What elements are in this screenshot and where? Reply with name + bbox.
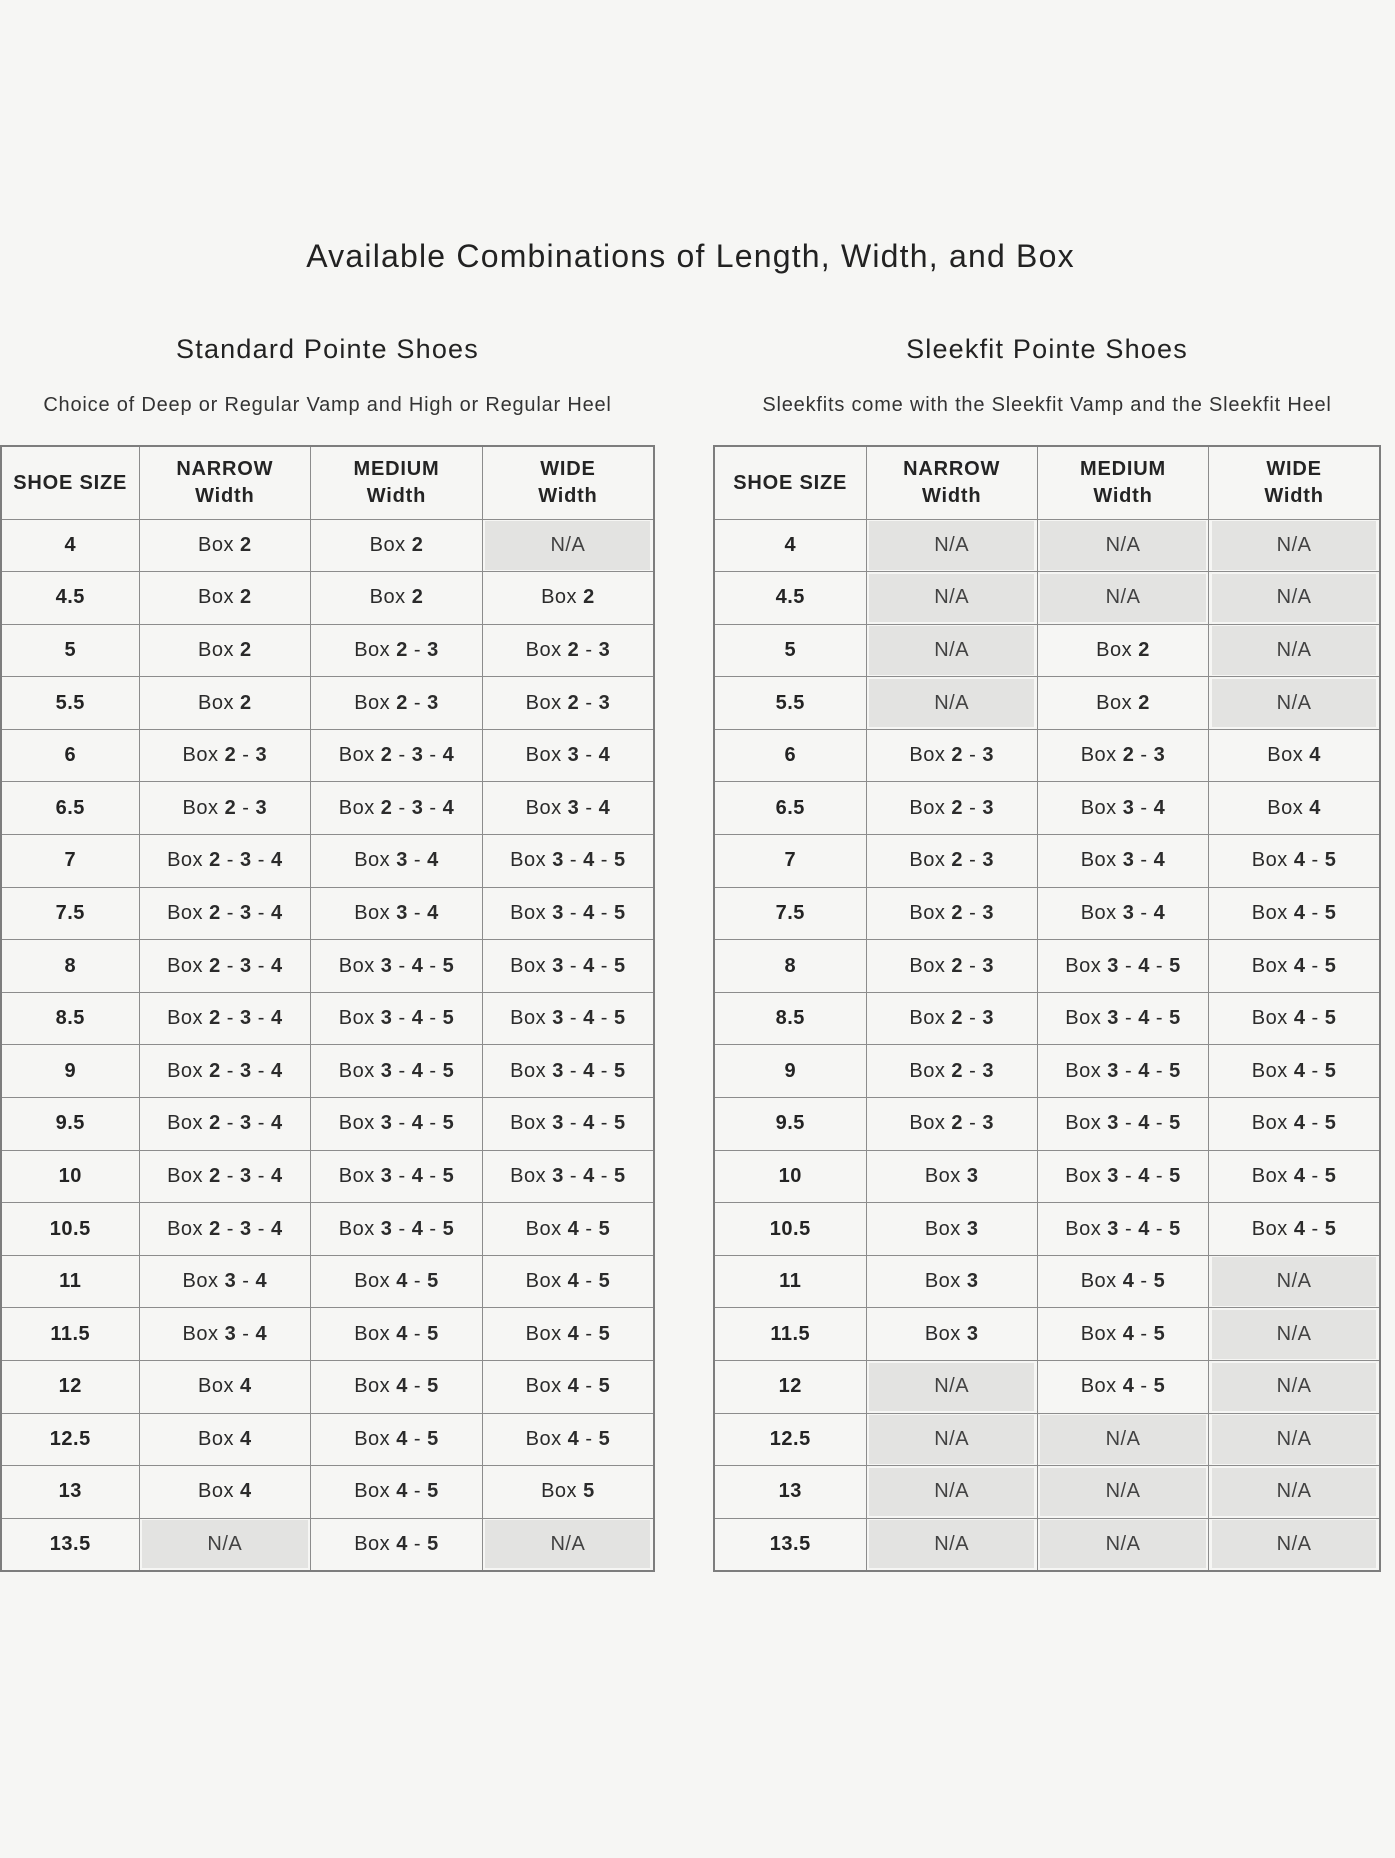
box-combination-cell: Box 2 - 3 <box>139 729 311 782</box>
shoe-size-cell: 4 <box>1 519 139 572</box>
box-combination-cell: Box 2 - 3 - 4 <box>139 1045 311 1098</box>
box-combination-cell: Box 4 <box>139 1413 311 1466</box>
na-cell: N/A <box>1209 1361 1380 1414</box>
size-row <box>1 677 654 730</box>
shoe-size-cell: 8 <box>714 940 866 993</box>
sleekfit-section-subtitle: Sleekfits come with the Sleekfit Vamp and the Sleekfit Heel <box>762 394 1332 416</box>
box-combination-cell: Box 4 - 5 <box>482 1361 654 1414</box>
na-cell: N/A <box>1209 1466 1380 1519</box>
box-combination-cell: Box 3 - 4 - 5 <box>311 1098 483 1151</box>
na-cell: N/A <box>1209 624 1380 677</box>
size-row <box>1 835 654 888</box>
shoe-size-cell: 11 <box>714 1255 866 1308</box>
header-line-2: Width <box>1093 484 1153 507</box>
box-combination-cell: Box 3 - 4 <box>139 1308 311 1361</box>
sleekfit-combinations-table <box>713 445 1381 1572</box>
box-combination-cell: Box 2 - 3 - 4 <box>139 1150 311 1203</box>
box-combination-cell: Box 2 - 3 - 4 <box>311 782 483 835</box>
na-cell: N/A <box>482 1518 654 1571</box>
size-row <box>714 1203 1380 1256</box>
box-combination-cell: Box 3 - 4 <box>311 887 483 940</box>
box-combination-cell: Box 3 - 4 <box>1037 887 1208 940</box>
box-combination-cell: Box 4 - 5 <box>311 1361 483 1414</box>
box-combination-cell: Box 2 <box>482 572 654 625</box>
box-combination-cell: Box 4 - 5 <box>482 1203 654 1256</box>
size-row <box>1 1203 654 1256</box>
box-combination-cell: Box 2 - 3 <box>866 1098 1037 1151</box>
na-cell: N/A <box>866 624 1037 677</box>
size-row <box>714 782 1380 835</box>
size-row <box>714 992 1380 1045</box>
size-row <box>714 572 1380 625</box>
standard-section-subtitle: Choice of Deep or Regular Vamp and High or Regular Heel <box>43 394 612 416</box>
header-line-2: Width <box>1264 484 1324 507</box>
shoe-size-cell: 8 <box>1 940 139 993</box>
box-combination-cell: Box 3 - 4 - 5 <box>482 992 654 1045</box>
na-cell: N/A <box>866 519 1037 572</box>
box-combination-cell: Box 2 <box>311 572 483 625</box>
shoe-size-cell: 12.5 <box>714 1413 866 1466</box>
na-cell: N/A <box>1209 1413 1380 1466</box>
medium-width-column-header <box>1037 446 1208 519</box>
box-combination-cell: Box 4 - 5 <box>1037 1255 1208 1308</box>
shoe-size-cell: 6.5 <box>1 782 139 835</box>
box-combination-cell: Box 4 - 5 <box>1209 1098 1380 1151</box>
na-cell: N/A <box>1037 572 1208 625</box>
box-combination-cell: Box 4 - 5 <box>482 1255 654 1308</box>
na-cell: N/A <box>1037 519 1208 572</box>
size-row <box>714 1255 1380 1308</box>
box-combination-cell: Box 4 - 5 <box>1209 1203 1380 1256</box>
box-combination-cell: Box 4 - 5 <box>311 1413 483 1466</box>
header-line-1: WIDE <box>1266 458 1322 481</box>
shoe-size-cell: 7 <box>714 835 866 888</box>
box-combination-cell: Box 3 - 4 <box>1037 782 1208 835</box>
size-row <box>714 1413 1380 1466</box>
shoe-size-cell: 5.5 <box>714 677 866 730</box>
box-combination-cell: Box 3 - 4 - 5 <box>311 1045 483 1098</box>
na-cell: N/A <box>1037 1466 1208 1519</box>
shoe-size-cell: 11 <box>1 1255 139 1308</box>
box-combination-cell: Box 2 <box>311 519 483 572</box>
box-combination-cell: Box 2 - 3 <box>311 677 483 730</box>
shoe-size-cell: 8.5 <box>714 992 866 1045</box>
box-combination-cell: Box 5 <box>482 1466 654 1519</box>
shoe-size-cell: 4.5 <box>714 572 866 625</box>
size-row <box>1 1361 654 1414</box>
box-combination-cell: Box 2 - 3 - 4 <box>139 992 311 1045</box>
size-row <box>1 1045 654 1098</box>
header-line-1: MEDIUM <box>1080 458 1166 481</box>
box-combination-cell: Box 2 <box>139 677 311 730</box>
size-row <box>714 1150 1380 1203</box>
box-combination-cell: Box 3 <box>866 1255 1037 1308</box>
size-row <box>714 519 1380 572</box>
size-row <box>1 1098 654 1151</box>
shoe-size-cell: 8.5 <box>1 992 139 1045</box>
box-combination-cell: Box 2 - 3 <box>866 782 1037 835</box>
box-combination-cell: Box 3 - 4 <box>311 835 483 888</box>
header-line-2: Width <box>921 484 982 507</box>
shoe-size-cell: 13 <box>714 1466 866 1519</box>
na-cell: N/A <box>1209 677 1380 730</box>
box-combination-cell: Box 2 - 3 <box>866 940 1037 993</box>
sleekfit-section-title: Sleekfit Pointe Shoes <box>906 334 1188 364</box>
size-row <box>714 624 1380 677</box>
shoe-size-cell: 13 <box>1 1466 139 1519</box>
box-combination-cell: Box 3 - 4 - 5 <box>1037 940 1208 993</box>
box-combination-cell: Box 3 - 4 - 5 <box>482 940 654 993</box>
wide-width-column-header <box>1209 446 1380 519</box>
box-combination-cell: Box 4 - 5 <box>1037 1361 1208 1414</box>
size-row <box>1 887 654 940</box>
shoe-size-cell: 13.5 <box>1 1518 139 1571</box>
standard-combinations-table <box>0 445 655 1572</box>
size-row <box>714 729 1380 782</box>
size-row <box>714 1045 1380 1098</box>
header-row <box>1 446 654 519</box>
size-row <box>1 1308 654 1361</box>
size-row <box>1 1518 654 1571</box>
standard-section-title: Standard Pointe Shoes <box>176 334 479 364</box>
size-row <box>1 1255 654 1308</box>
narrow-width-column-header <box>139 446 311 519</box>
box-combination-cell: Box 2 - 3 <box>482 677 654 730</box>
box-combination-cell: Box 3 - 4 <box>139 1255 311 1308</box>
header-line-2: Width <box>366 484 427 507</box>
shoe-size-column-header: SHOE SIZE <box>1 446 139 519</box>
size-row <box>714 940 1380 993</box>
box-combination-cell: Box 3 - 4 - 5 <box>482 1150 654 1203</box>
header-line-2: Width <box>538 484 598 507</box>
size-row <box>714 887 1380 940</box>
shoe-size-cell: 9.5 <box>1 1098 139 1151</box>
box-combination-cell: Box 2 - 3 <box>866 835 1037 888</box>
box-combination-cell: Box 4 <box>139 1466 311 1519</box>
size-row <box>714 1308 1380 1361</box>
box-combination-cell: Box 3 - 4 - 5 <box>1037 1045 1208 1098</box>
na-cell: N/A <box>139 1518 311 1571</box>
shoe-size-cell: 4.5 <box>1 572 139 625</box>
box-combination-cell: Box 2 - 3 - 4 <box>139 1203 311 1256</box>
shoe-size-cell: 11.5 <box>1 1308 139 1361</box>
size-row <box>1 782 654 835</box>
box-combination-cell: Box 4 - 5 <box>1209 887 1380 940</box>
size-row <box>714 677 1380 730</box>
box-combination-cell: Box 3 - 4 - 5 <box>482 1098 654 1151</box>
shoe-size-cell: 12.5 <box>1 1413 139 1466</box>
shoe-size-cell: 7.5 <box>1 887 139 940</box>
box-combination-cell: Box 3 - 4 - 5 <box>1037 1203 1208 1256</box>
box-combination-cell: Box 4 - 5 <box>482 1308 654 1361</box>
box-combination-cell: Box 2 <box>139 624 311 677</box>
box-combination-cell: Box 4 - 5 <box>1037 1308 1208 1361</box>
na-cell: N/A <box>866 1413 1037 1466</box>
shoe-size-cell: 5 <box>714 624 866 677</box>
box-combination-cell: Box 4 - 5 <box>1209 1150 1380 1203</box>
shoe-size-cell: 4 <box>714 519 866 572</box>
shoe-size-cell: 9 <box>1 1045 139 1098</box>
wide-width-column-header <box>482 446 654 519</box>
header-line-1: NARROW <box>176 458 274 481</box>
shoe-size-cell: 7.5 <box>714 887 866 940</box>
na-cell: N/A <box>482 519 654 572</box>
shoe-size-cell: 9 <box>714 1045 866 1098</box>
size-row <box>714 1098 1380 1151</box>
box-combination-cell: Box 3 - 4 - 5 <box>311 940 483 993</box>
box-combination-cell: Box 2 - 3 <box>866 887 1037 940</box>
header-line-2: Width <box>195 484 255 507</box>
na-cell: N/A <box>866 1466 1037 1519</box>
narrow-width-column-header <box>866 446 1037 519</box>
na-cell: N/A <box>1209 1518 1380 1571</box>
size-row <box>1 729 654 782</box>
box-combination-cell: Box 2 <box>1037 624 1208 677</box>
box-combination-cell: Box 2 - 3 - 4 <box>311 729 483 782</box>
size-row <box>714 1466 1380 1519</box>
size-row <box>1 519 654 572</box>
box-combination-cell: Box 4 <box>1209 782 1380 835</box>
box-combination-cell: Box 4 - 5 <box>311 1518 483 1571</box>
shoe-size-cell: 9.5 <box>714 1098 866 1151</box>
box-combination-cell: Box 3 - 4 - 5 <box>482 1045 654 1098</box>
box-combination-cell: Box 3 - 4 - 5 <box>311 1203 483 1256</box>
na-cell: N/A <box>1209 1308 1380 1361</box>
shoe-size-cell: 13.5 <box>714 1518 866 1571</box>
size-row <box>1 1413 654 1466</box>
box-combination-cell: Box 4 - 5 <box>1209 992 1380 1045</box>
box-combination-cell: Box 2 - 3 <box>866 992 1037 1045</box>
box-combination-cell: Box 3 - 4 - 5 <box>482 887 654 940</box>
size-row <box>1 940 654 993</box>
box-combination-cell: Box 2 - 3 - 4 <box>139 887 311 940</box>
box-combination-cell: Box 3 - 4 - 5 <box>482 835 654 888</box>
box-combination-cell: Box 3 - 4 - 5 <box>1037 1098 1208 1151</box>
box-combination-cell: Box 2 <box>139 572 311 625</box>
na-cell: N/A <box>866 1361 1037 1414</box>
na-cell: N/A <box>1037 1518 1208 1571</box>
box-combination-cell: Box 4 - 5 <box>311 1255 483 1308</box>
box-combination-cell: Box 3 - 4 <box>1037 835 1208 888</box>
box-combination-cell: Box 3 - 4 - 5 <box>1037 992 1208 1045</box>
na-cell: N/A <box>1209 572 1380 625</box>
header-line-1: MEDIUM <box>353 458 440 481</box>
box-combination-cell: Box 2 - 3 <box>1037 729 1208 782</box>
page-title: Available Combinations of Length, Width, and Box <box>306 238 1075 274</box>
header-line-1: WIDE <box>540 458 596 481</box>
box-combination-cell: Box 4 - 5 <box>1209 835 1380 888</box>
shoe-size-column-header: SHOE SIZE <box>714 446 866 519</box>
box-combination-cell: Box 2 - 3 - 4 <box>139 940 311 993</box>
size-row <box>1 992 654 1045</box>
shoe-size-cell: 6 <box>714 729 866 782</box>
size-row <box>714 1518 1380 1571</box>
box-combination-cell: Box 4 - 5 <box>482 1413 654 1466</box>
shoe-size-cell: 5 <box>1 624 139 677</box>
box-combination-cell: Box 2 - 3 - 4 <box>139 1098 311 1151</box>
na-cell: N/A <box>1209 519 1380 572</box>
shoe-size-cell: 11.5 <box>714 1308 866 1361</box>
box-combination-cell: Box 2 - 3 <box>311 624 483 677</box>
box-combination-cell: Box 2 <box>139 519 311 572</box>
size-row <box>1 624 654 677</box>
shoe-size-cell: 6 <box>1 729 139 782</box>
na-cell: N/A <box>1037 1413 1208 1466</box>
box-combination-cell: Box 4 - 5 <box>311 1466 483 1519</box>
box-combination-cell: Box 4 <box>139 1361 311 1414</box>
box-combination-cell: Box 4 - 5 <box>1209 940 1380 993</box>
shoe-size-cell: 10 <box>1 1150 139 1203</box>
box-combination-cell: Box 2 - 3 <box>866 729 1037 782</box>
box-combination-cell: Box 3 - 4 - 5 <box>311 992 483 1045</box>
na-cell: N/A <box>1209 1255 1380 1308</box>
box-combination-cell: Box 3 <box>866 1308 1037 1361</box>
shoe-size-cell: 10.5 <box>714 1203 866 1256</box>
shoe-size-cell: 12 <box>714 1361 866 1414</box>
shoe-size-cell: 5.5 <box>1 677 139 730</box>
shoe-size-cell: 10 <box>714 1150 866 1203</box>
box-combination-cell: Box 4 <box>1209 729 1380 782</box>
na-cell: N/A <box>866 572 1037 625</box>
size-row <box>714 1361 1380 1414</box>
header-line-1: NARROW <box>903 458 1001 481</box>
shoe-size-cell: 6.5 <box>714 782 866 835</box>
box-combination-cell: Box 4 - 5 <box>311 1308 483 1361</box>
box-combination-cell: Box 3 - 4 <box>482 729 654 782</box>
box-combination-cell: Box 2 - 3 <box>139 782 311 835</box>
box-combination-cell: Box 2 - 3 - 4 <box>139 835 311 888</box>
box-combination-cell: Box 3 - 4 <box>482 782 654 835</box>
na-cell: N/A <box>866 677 1037 730</box>
box-combination-cell: Box 2 - 3 <box>866 1045 1037 1098</box>
shoe-size-cell: 7 <box>1 835 139 888</box>
shoe-size-cell: 12 <box>1 1361 139 1414</box>
box-combination-cell: Box 3 - 4 - 5 <box>1037 1150 1208 1203</box>
na-cell: N/A <box>866 1518 1037 1571</box>
size-row <box>1 1150 654 1203</box>
shoe-size-cell: 10.5 <box>1 1203 139 1256</box>
box-combination-cell: Box 2 - 3 <box>482 624 654 677</box>
size-row <box>1 1466 654 1519</box>
box-combination-cell: Box 3 <box>866 1150 1037 1203</box>
size-row <box>714 835 1380 888</box>
header-row <box>714 446 1380 519</box>
medium-width-column-header <box>311 446 483 519</box>
box-combination-cell: Box 3 <box>866 1203 1037 1256</box>
box-combination-cell: Box 4 - 5 <box>1209 1045 1380 1098</box>
size-row <box>1 572 654 625</box>
box-combination-cell: Box 3 - 4 - 5 <box>311 1150 483 1203</box>
box-combination-cell: Box 2 <box>1037 677 1208 730</box>
